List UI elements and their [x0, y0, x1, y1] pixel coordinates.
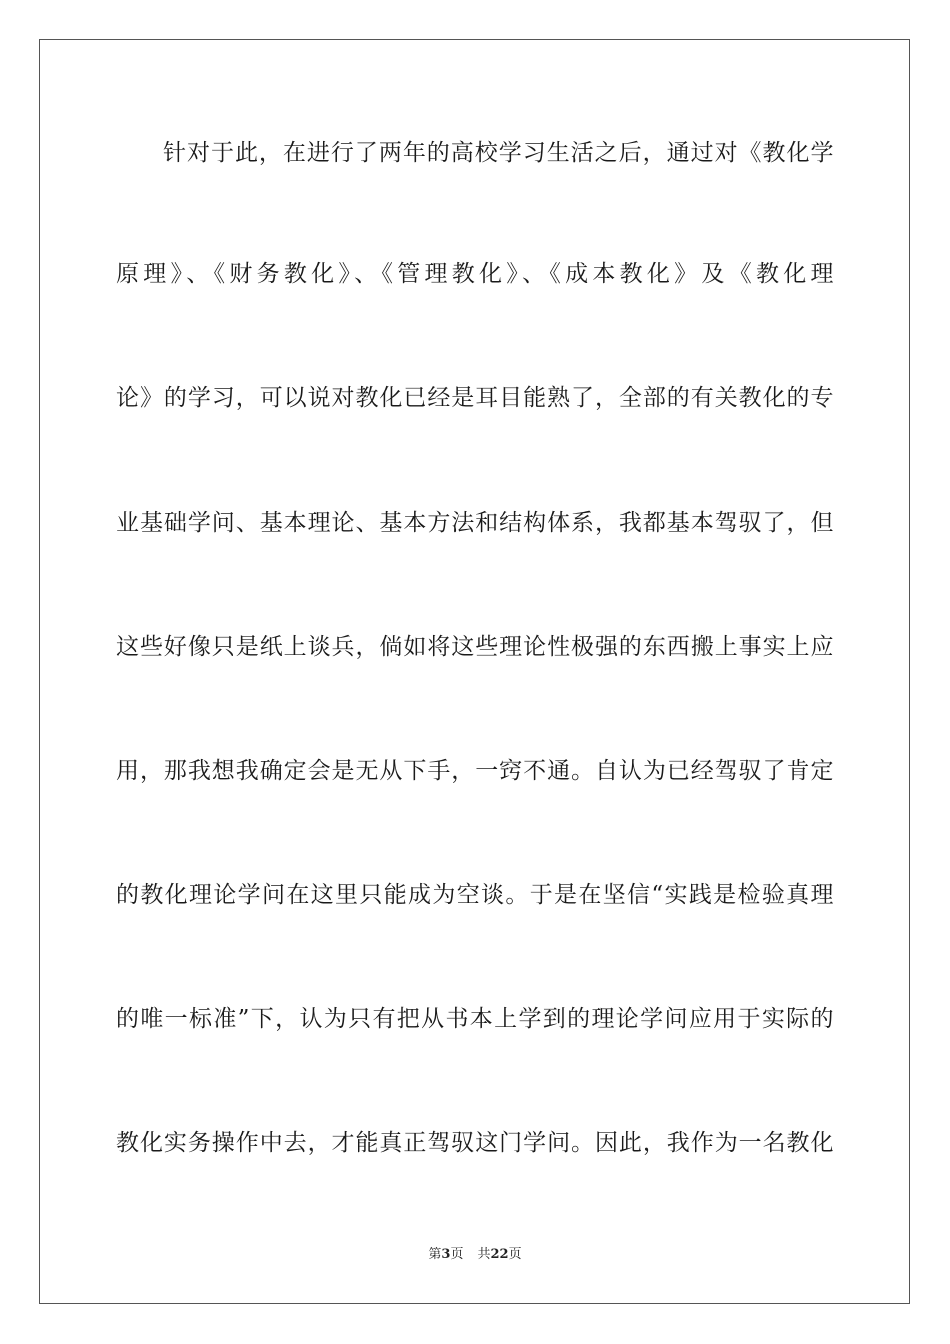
paragraph-line-3: 论》的学习，可以说对教化已经是耳目能熟了，全部的有关教化的专 [116, 385, 834, 411]
paragraph-line-6: 用，那我想我确定会是无从下手，一窍不通。自认为已经驾驭了肯定 [116, 758, 834, 784]
total-prefix: 共 [477, 1247, 491, 1262]
page-footer [0, 1246, 950, 1264]
page-suffix: 页 [450, 1247, 464, 1262]
paragraph-line-4: 业基础学问、基本理论、基本方法和结构体系，我都基本驾驭了，但 [116, 510, 834, 536]
paragraph-line-8: 的唯一标准”下，认为只有把从书本上学到的理论学问应用于实际的 [116, 1006, 834, 1032]
total-pages: 22 [490, 1247, 509, 1262]
page-border [39, 39, 910, 1304]
paragraph-line-9: 教化实务操作中去，才能真正驾驭这门学问。因此，我作为一名教化 [116, 1130, 834, 1156]
paragraph-line-7: 的教化理论学问在这里只能成为空谈。于是在坚信“实践是检验真理 [116, 882, 834, 908]
total-suffix: 页 [508, 1247, 522, 1262]
paragraph-line-2: 原理》、《财务教化》、《管理教化》、《成本教化》及《教化理 [116, 261, 834, 287]
paragraph-line-5: 这些好像只是纸上谈兵，倘如将这些理论性极强的东西搬上事实上应 [116, 634, 834, 660]
page-prefix: 第 [428, 1247, 442, 1262]
paragraph-line-1: 针对于此，在进行了两年的高校学习生活之后，通过对《教化学 [163, 140, 834, 166]
page-number: 3 [441, 1247, 451, 1262]
